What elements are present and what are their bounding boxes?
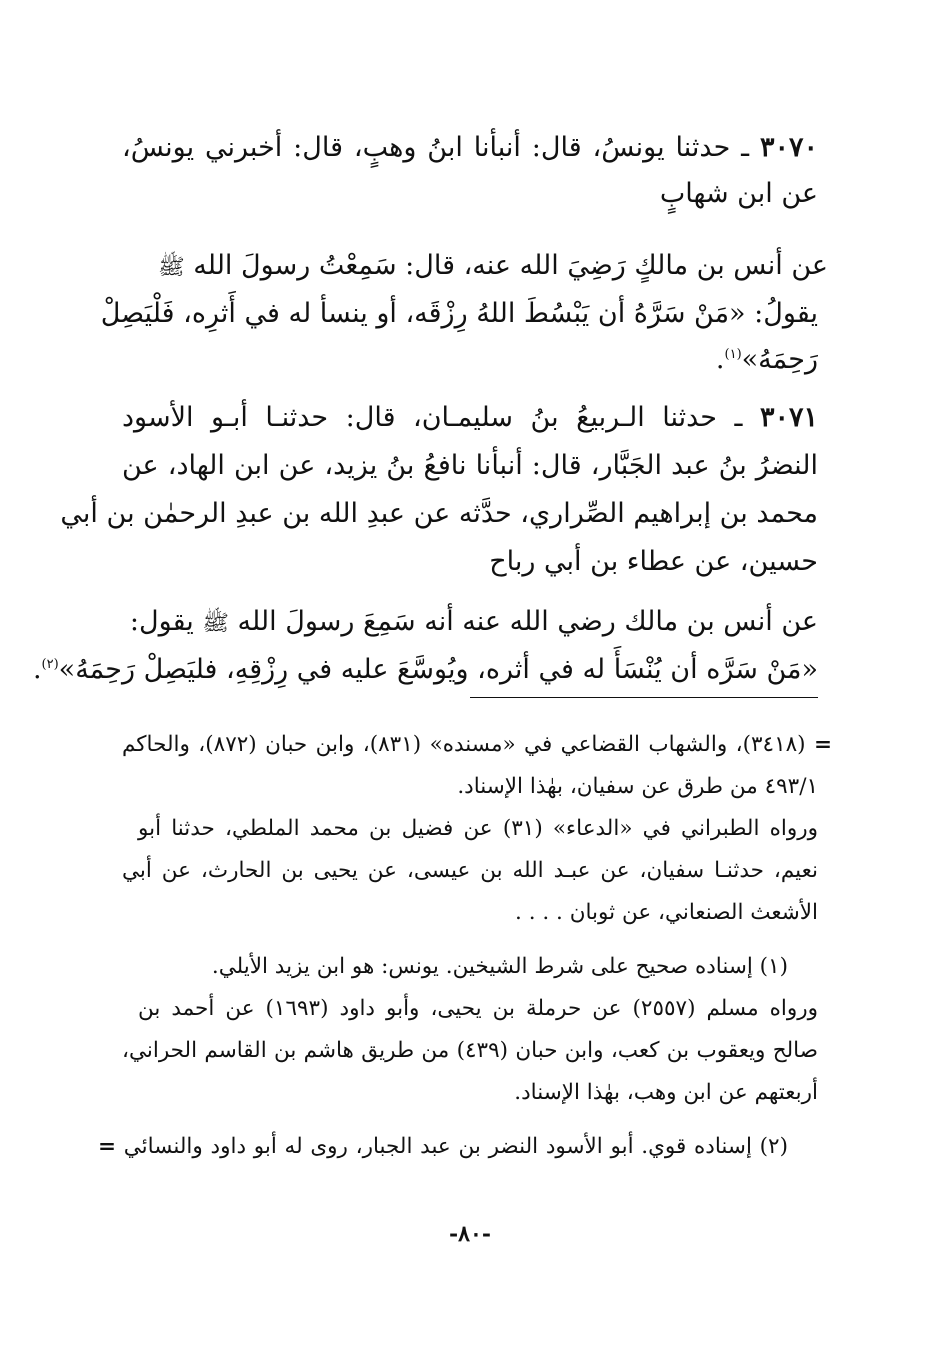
hadith-3071-matn-line-2: «مَنْ سَرَّه أن يُنْسَأَ له في أثره، ويُوسَّعَ عليه في رِزْقِهِ، فليَصِلْ رَحِمَهُ»$^{(٢)}$. — [32, 654, 818, 685]
salutation-glyph: ﷺ — [158, 255, 185, 280]
footnote-continuation-line-5: الأشعث الصنعاني، عن ثوبان . . . . — [515, 900, 818, 925]
hadith-3070-isnad-line-2: عن ابن شهابٍ — [659, 178, 818, 209]
hadith-number: ٣٠٧٠ — [759, 132, 818, 163]
footnote-ref: (٢) — [41, 657, 59, 672]
footnote-ref: (١) — [724, 347, 742, 362]
hadith-3071-isnad-line-3: محمد بن إبراهيم الصِّراري، حدَّثه عن عبدِ الله بن عبدِ الرحمٰن بن أبي — [60, 498, 818, 529]
hadith-3071-isnad-line-4: حسين، عن عطاء بن أبي رباح — [489, 546, 818, 577]
salutation-glyph: ﷺ — [202, 611, 229, 636]
footnote-divider — [470, 697, 818, 698]
continuation-marker: = — [813, 732, 832, 757]
footnote-2-line-1: (٢) إسناده قوي. أبو الأسود النضر بن عبد الجبار، روى له أبو داود والنسائي = — [98, 1134, 788, 1159]
footnote-1-line-1: (١) إسناده صحيح على شرط الشيخين. يونس: هو ابن يزيد الأيلي. — [211, 954, 788, 979]
footnote-continuation-line-3: ورواه الطبراني في «الدعاء» (٣١) عن فضيل بن محمد الملطي، حدثنا أبو — [138, 816, 818, 841]
page-number: -٨٠- — [449, 1221, 491, 1247]
hadith-number: ٣٠٧١ — [759, 402, 818, 433]
footnote-1-line-4: أربعتهم عن ابن وهب، بهٰذا الإسناد. — [514, 1080, 818, 1105]
hadith-3070-isnad-line-1 — [122, 134, 818, 161]
footnote-1-line-3: صالح ويعقوب بن كعب، وابن حبان (٤٣٩) من طريق هاشم بن القاسم الحراني، — [122, 1038, 818, 1063]
footnote-continuation-line-4: نعيم، حدثنـا سفيان، عن عبـد الله بن عيسى، عن يحيى بن الحارث، عن أبي — [122, 858, 818, 883]
hadith-3071-matn-line-1: عن أنس بن مالك رضي الله عنه أنه سَمِعَ رسولَ الله ﷺ يقول: — [129, 606, 818, 637]
footnote-continuation-line-2: ٤٩٣/١ من طرق عن سفيان، بهٰذا الإسناد. — [457, 774, 818, 799]
continuation-marker: = — [98, 1134, 117, 1159]
hadith-3070-matn-line-1: عن أنس بن مالكٍ رَضِيَ الله عنه، قال: سَمِعْتُ رسولَ الله ﷺ — [158, 250, 828, 281]
footnote-continuation-line-1: = (٣٤١٨)، والشهاب القضاعي في «مسنده» (٨٣١)، وابن حبان (٨٧٢)، والحاكم — [122, 732, 832, 757]
hadith-3071-isnad-line-2: النضرُ بنُ عبد الجَبَّار، قال: أنبأنا نافعُ بنُ يزيد، عن ابن الهاد، عن — [122, 450, 818, 481]
footnote-1-line-2: ورواه مسلم (٢٥٥٧) عن حرملة بن يحيى، وأبو داود (١٦٩٣) عن أحمد بن — [138, 996, 818, 1021]
hadith-3070-matn-line-3: رَحِمَهُ»$^{(١)}$. — [715, 344, 818, 375]
isnad-text: ـ حدثنا يونسُ، قال: أنبأنا ابنُ وهبٍ، قال: أخبرني يونسُ، — [122, 132, 750, 163]
hadith-3070-matn-line-2: يقولُ: «مَنْ سَرَّهُ أن يَبْسُطَ اللهُ رِزْقَه، أو ينسأ له في أَثرِه، فَلْيَصِلْ — [100, 298, 818, 329]
hadith-3071-isnad-line-1: ٣٠٧١ ـ حدثنا الـربيعُ بنُ سليمـان، قال: حدثنـا أبـو الأسود — [122, 402, 818, 433]
